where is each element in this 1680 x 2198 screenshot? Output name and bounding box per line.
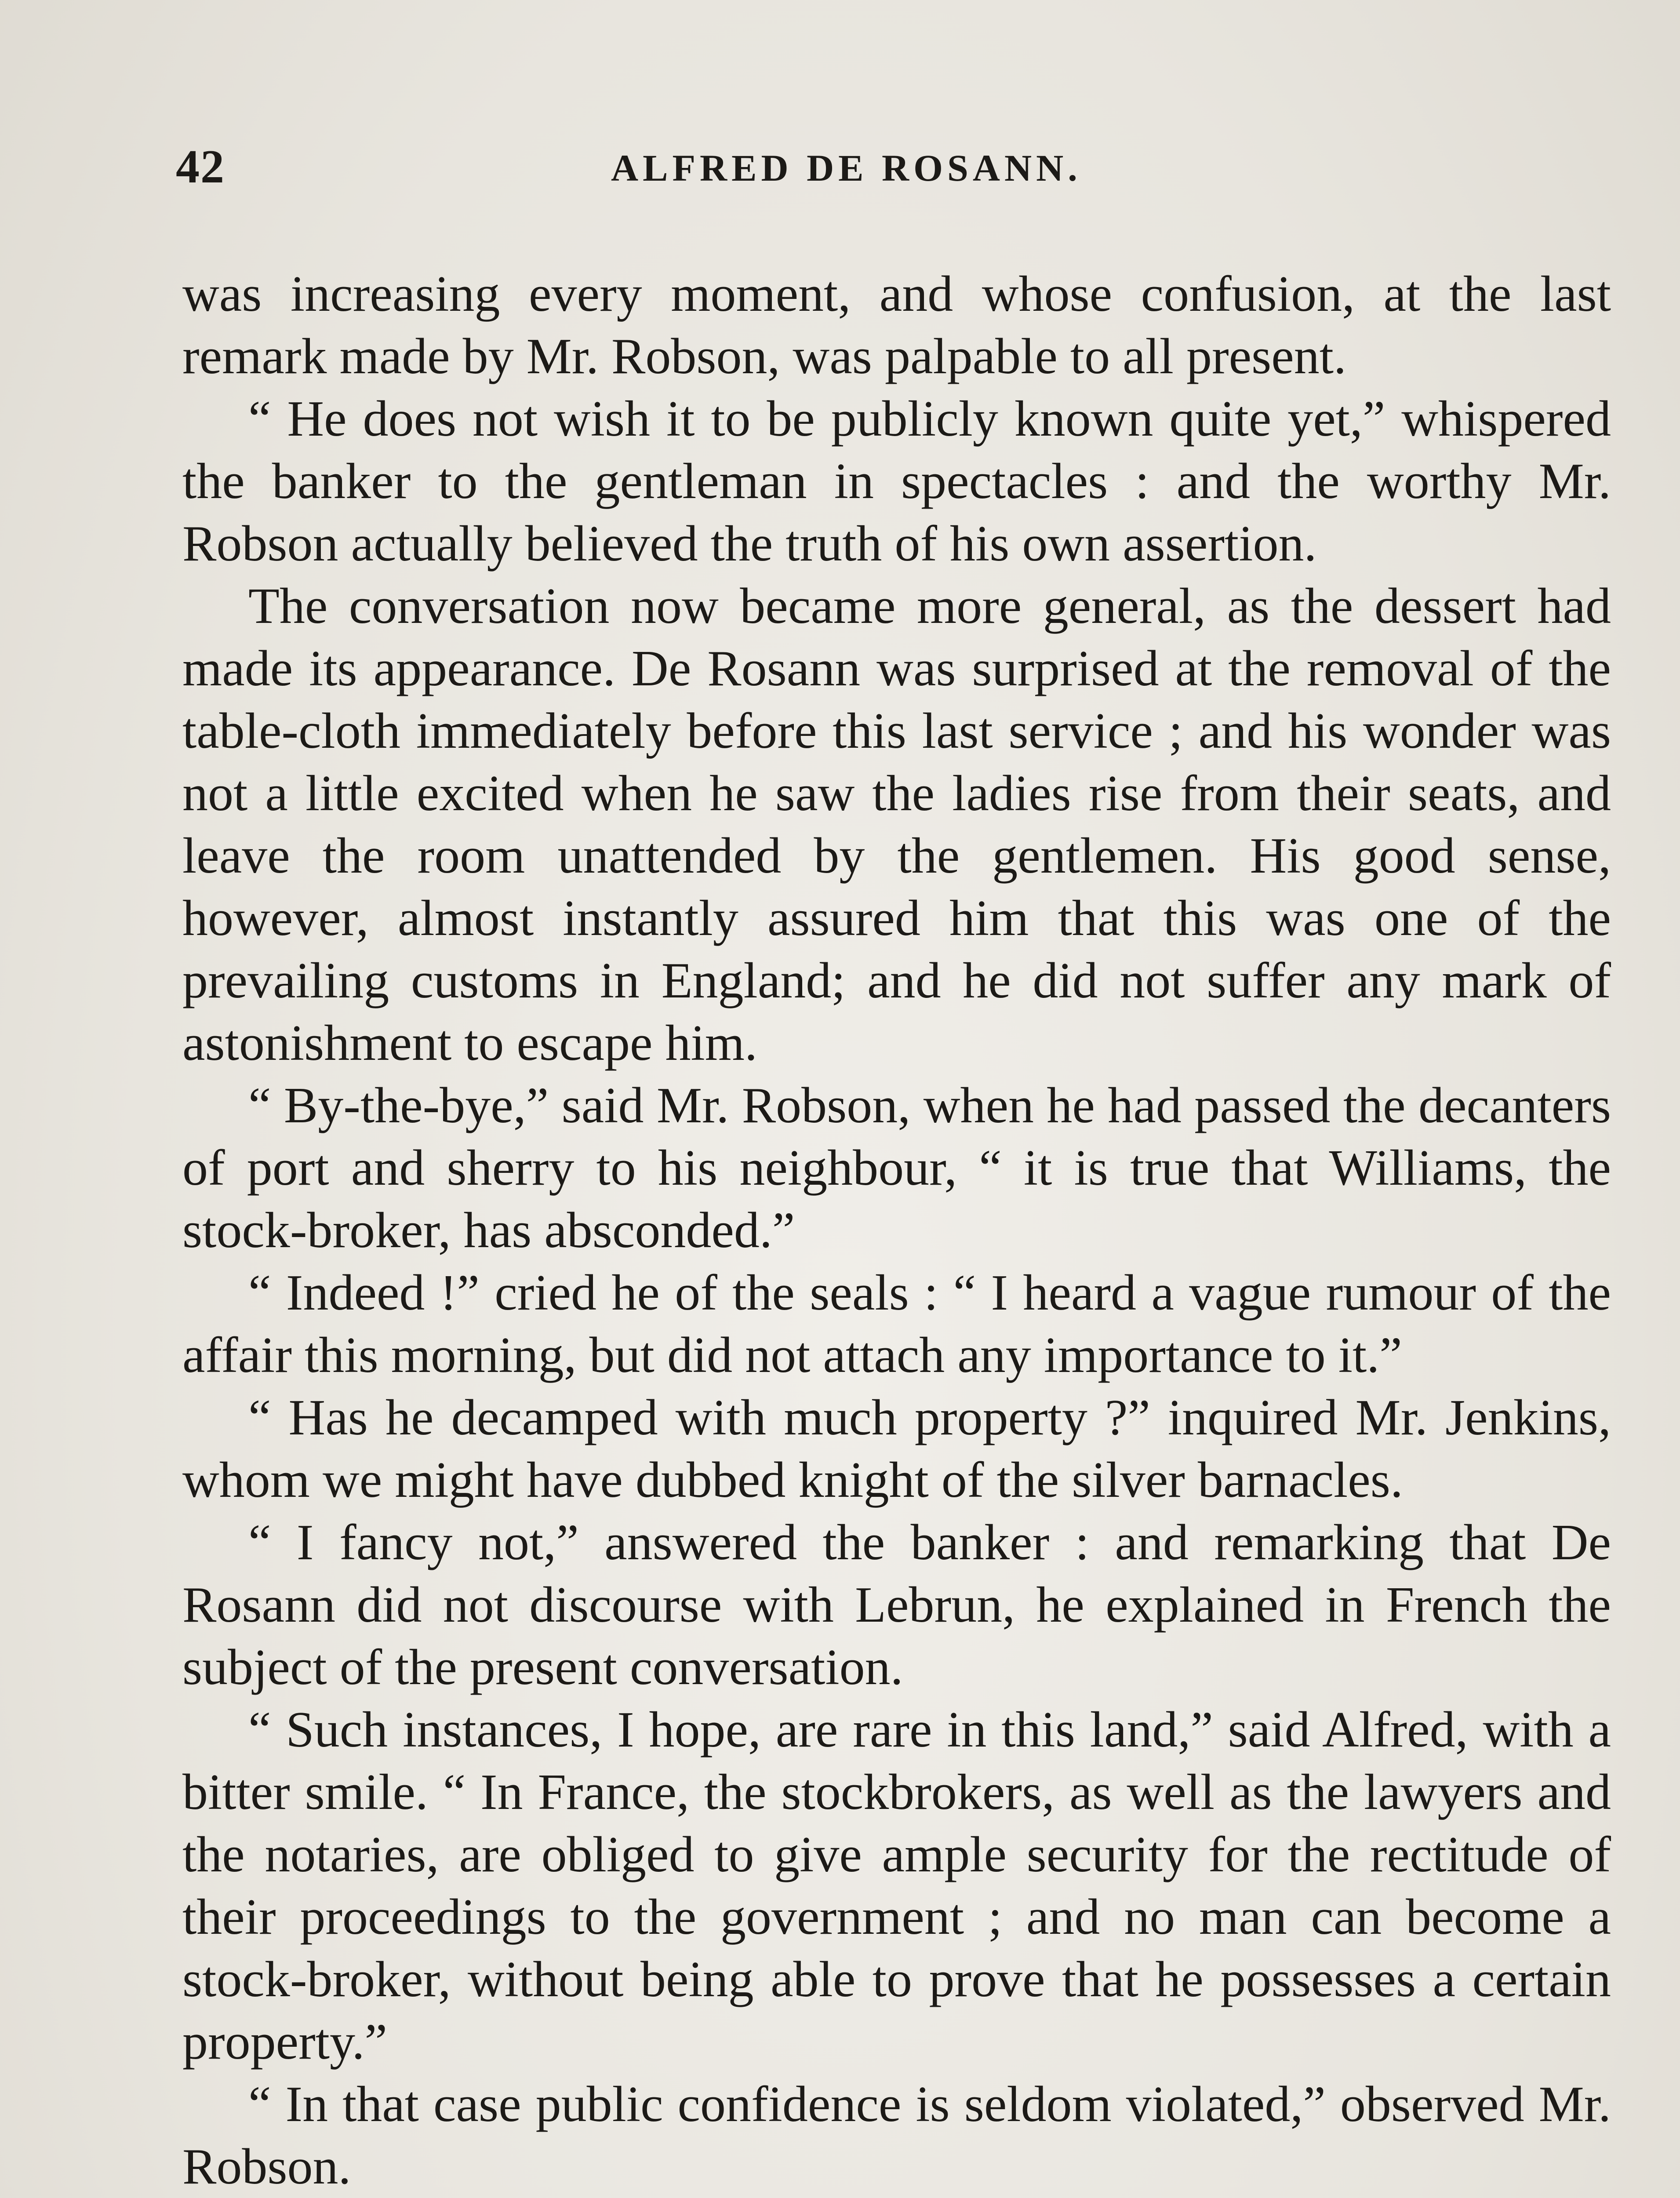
paragraph: “ By-the-bye,” said Mr. Robson, when he had passed the decanters of port and sherry to his neighbour, “ it is true that Williams, the stock-broker, has absconded.”	[182, 1077, 1611, 1259]
page-number: 42	[176, 141, 225, 193]
page-header	[176, 140, 1613, 197]
paragraph: “ Such instances, I hope, are rare in this land,” said Alfred, with a bitter smile. “ In France, the stockbrokers, as well as the lawyers and the notaries, are obliged to give ample security for the rectitude of their proceedings to the government ; and no man can become a stock-broker, without being able to prove that he possesses a certain property.”	[182, 1702, 1611, 2070]
paragraph: “ I fancy not,” answered the banker : and remarking that De Rosann did not discourse with Lebrun, he explained in French the subject of the present conversation.	[182, 1514, 1611, 1696]
paragraph: “ Indeed !” cried he of the seals : “ I heard a vague rumour of the affair this morning, but did not attach any importance to it.”	[182, 1265, 1611, 1383]
paragraph: was increasing every moment, and whose confusion, at the last remark made by Mr. Robson, was palpable to all present.	[182, 266, 1611, 385]
paragraph: “ He does not wish it to be publicly known quite yet,” whispered the banker to the gentleman in spectacles : and the worthy Mr. Robson actually believed the truth of his own assertion.	[182, 391, 1611, 572]
running-title: ALFRED DE ROSANN.	[611, 147, 1082, 189]
paragraph: “ Has he decamped with much property ?” inquired Mr. Jenkins, whom we might have dubbed knight of the silver barnacles.	[182, 1390, 1611, 1508]
body-text	[182, 263, 1611, 2198]
paragraph: The conversation now became more general, as the dessert had made its appearance. De Rosann was surprised at the removal of the table-cloth immediately before this last service ; and his wonder was not a little excited when he saw the ladies rise from their seats, and leave the room unattended by the gentlemen. His good sense, however, almost instantly assured him that this was one of the prevailing customs in England; and he did not suffer any mark of astonishment to escape him.	[182, 578, 1611, 1071]
paragraph: “ In that case public confidence is seldom violated,” observed Mr. Robson.	[182, 2076, 1611, 2195]
